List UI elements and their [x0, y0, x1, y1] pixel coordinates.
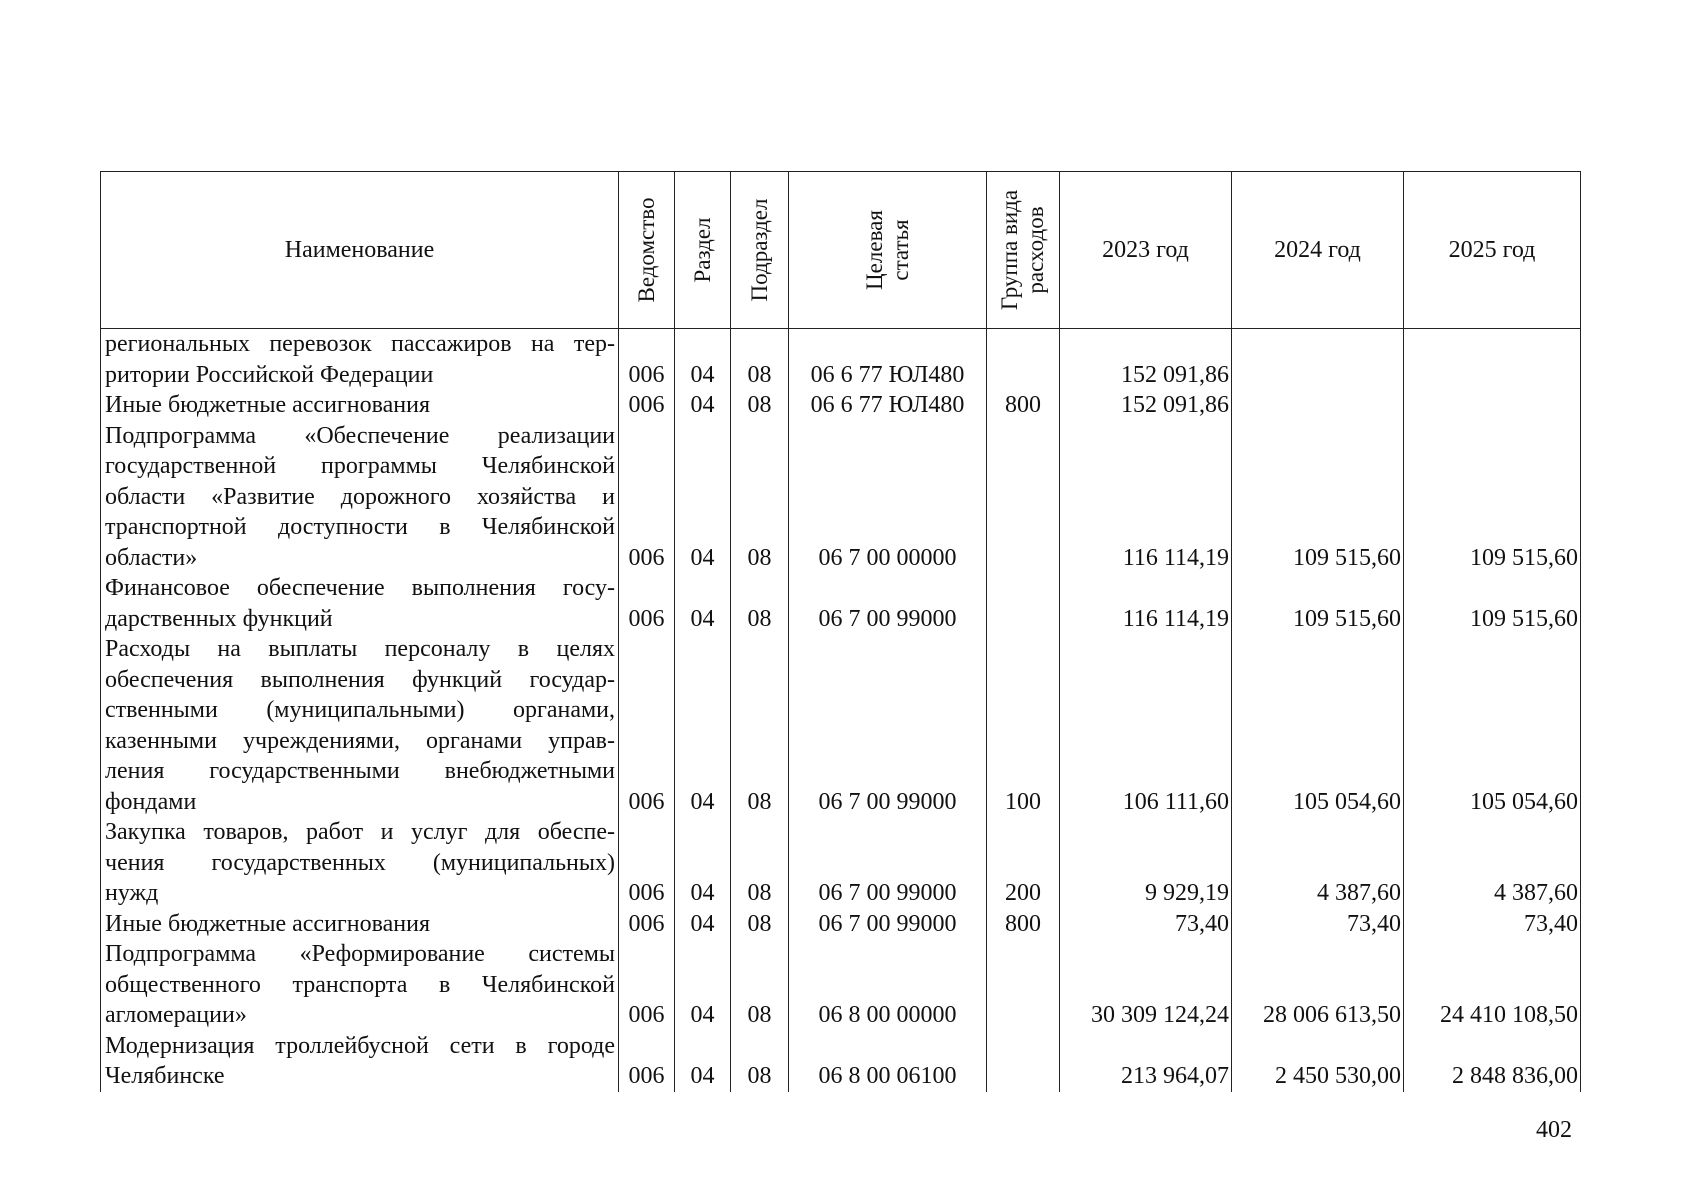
- target-article-cell: 06 6 77 ЮЛ480: [789, 390, 987, 421]
- department-cell: 006: [619, 421, 675, 574]
- row-name-line: области «Развитие дорожного хозяйства и: [105, 483, 615, 510]
- amount-2024-cell: [1232, 390, 1404, 421]
- row-name-line: Подпрограмма «Обеспечение реализации: [105, 422, 615, 449]
- row-name-cell: [101, 390, 619, 421]
- department-cell: 006: [619, 634, 675, 817]
- subsection-cell: 08: [731, 421, 789, 574]
- table-row: [101, 1031, 1581, 1092]
- table-body: [101, 329, 1581, 1092]
- header-target-article: Целевая статья: [789, 172, 987, 329]
- row-name-cell: [101, 817, 619, 909]
- page-number: 402: [1536, 1117, 1572, 1143]
- target-article-cell: 06 6 77 ЮЛ480: [789, 329, 987, 391]
- amount-2023-cell: 116 114,19: [1060, 421, 1232, 574]
- table-row: [101, 421, 1581, 574]
- subsection-cell: 08: [731, 1031, 789, 1092]
- row-name-line: Закупка товаров, работ и услуг для обеспе-: [105, 819, 615, 845]
- expense-group-cell: 800: [987, 390, 1060, 421]
- table-row: [101, 909, 1581, 940]
- amount-2025-cell: [1404, 329, 1581, 391]
- amount-2024-cell: 2 450 530,00: [1232, 1031, 1404, 1092]
- target-article-cell: 06 7 00 99000: [789, 573, 987, 634]
- row-name-line: ритории Российской Федерации: [105, 361, 434, 388]
- department-cell: 006: [619, 329, 675, 391]
- row-name-line: ления государственными внебюджетными: [105, 758, 615, 784]
- header-department: Ведомство: [619, 172, 675, 329]
- section-cell: 04: [675, 634, 731, 817]
- row-name-line: Расходы на выплаты персоналу в целях: [105, 636, 615, 662]
- expense-group-cell: [987, 573, 1060, 634]
- subsection-cell: 08: [731, 909, 789, 940]
- subsection-cell: 08: [731, 573, 789, 634]
- amount-2025-cell: 105 054,60: [1404, 634, 1581, 817]
- section-cell: 04: [675, 939, 731, 1031]
- expense-group-cell: 100: [987, 634, 1060, 817]
- department-cell: 006: [619, 939, 675, 1031]
- row-name-line: агломерации»: [105, 1002, 247, 1028]
- header-row: [101, 172, 1581, 329]
- department-cell: 006: [619, 390, 675, 421]
- expense-group-cell: 800: [987, 909, 1060, 940]
- row-name-cell: [101, 421, 619, 574]
- department-cell: 006: [619, 909, 675, 940]
- row-name-cell: [101, 939, 619, 1031]
- row-name-line: Подпрограмма «Реформирование системы: [105, 941, 615, 967]
- section-cell: 04: [675, 1031, 731, 1092]
- header-year-2023: 2023 год: [1060, 172, 1232, 329]
- section-cell: 04: [675, 390, 731, 421]
- row-name-line: области»: [105, 544, 198, 571]
- section-cell: 04: [675, 573, 731, 634]
- table-row: [101, 390, 1581, 421]
- amount-2023-cell: 106 111,60: [1060, 634, 1232, 817]
- table-row: [101, 817, 1581, 909]
- amount-2023-cell: 116 114,19: [1060, 573, 1232, 634]
- table-row: [101, 329, 1581, 391]
- subsection-cell: 08: [731, 939, 789, 1031]
- row-name-cell: [101, 329, 619, 391]
- amount-2025-cell: 109 515,60: [1404, 573, 1581, 634]
- row-name-line: ственными (муниципальными) органами,: [105, 697, 615, 723]
- row-name-line: Модернизация троллейбусной сети в городе: [105, 1032, 615, 1059]
- row-name-line: региональных перевозок пассажиров на тер-: [105, 331, 615, 357]
- row-name-line: Иные бюджетные ассигнования: [105, 392, 430, 418]
- target-article-cell: 06 7 00 99000: [789, 909, 987, 940]
- header-name: Наименование: [101, 172, 619, 329]
- amount-2025-cell: [1404, 390, 1581, 421]
- expense-group-cell: [987, 421, 1060, 574]
- header-expense-group: Группа вида расходов: [987, 172, 1060, 329]
- amount-2023-cell: 30 309 124,24: [1060, 939, 1232, 1031]
- amount-2023-cell: 152 091,86: [1060, 329, 1232, 391]
- row-name-cell: [101, 1031, 619, 1092]
- row-name-line: государственной программы Челябинской: [105, 453, 615, 479]
- amount-2023-cell: 213 964,07: [1060, 1031, 1232, 1092]
- amount-2024-cell: 109 515,60: [1232, 421, 1404, 574]
- row-name-line: транспортной доступности в Челябинской: [105, 514, 615, 540]
- row-name-cell: [101, 634, 619, 817]
- section-cell: 04: [675, 817, 731, 909]
- subsection-cell: 08: [731, 329, 789, 391]
- section-cell: 04: [675, 421, 731, 574]
- amount-2025-cell: 73,40: [1404, 909, 1581, 940]
- section-cell: 04: [675, 329, 731, 391]
- expense-group-cell: [987, 939, 1060, 1031]
- target-article-cell: 06 7 00 99000: [789, 817, 987, 909]
- row-name-line: обеспечения выполнения функций государ-: [105, 666, 615, 693]
- amount-2023-cell: 9 929,19: [1060, 817, 1232, 909]
- row-name-line: казенными учреждениями, органами управ-: [105, 727, 615, 754]
- target-article-cell: 06 7 00 99000: [789, 634, 987, 817]
- amount-2024-cell: 109 515,60: [1232, 573, 1404, 634]
- department-cell: 006: [619, 573, 675, 634]
- expense-group-cell: 200: [987, 817, 1060, 909]
- target-article-cell: 06 8 00 06100: [789, 1031, 987, 1092]
- row-name-cell: [101, 909, 619, 940]
- amount-2023-cell: 73,40: [1060, 909, 1232, 940]
- amount-2024-cell: 4 387,60: [1232, 817, 1404, 909]
- amount-2024-cell: [1232, 329, 1404, 391]
- row-name-line: общественного транспорта в Челябинской: [105, 971, 615, 998]
- amount-2024-cell: 105 054,60: [1232, 634, 1404, 817]
- header-year-2025: 2025 год: [1404, 172, 1581, 329]
- amount-2024-cell: 73,40: [1232, 909, 1404, 940]
- table-row: [101, 634, 1581, 817]
- header-year-2024: 2024 год: [1232, 172, 1404, 329]
- amount-2023-cell: 152 091,86: [1060, 390, 1232, 421]
- department-cell: 006: [619, 817, 675, 909]
- row-name-line: Челябинске: [105, 1063, 225, 1089]
- expense-group-cell: [987, 329, 1060, 391]
- row-name-line: фондами: [105, 788, 197, 815]
- table-row: [101, 939, 1581, 1031]
- amount-2025-cell: 4 387,60: [1404, 817, 1581, 909]
- budget-table: [100, 171, 1581, 1092]
- section-cell: 04: [675, 909, 731, 940]
- header-subsection: Подраздел: [731, 172, 789, 329]
- row-name-line: Иные бюджетные ассигнования: [105, 910, 430, 937]
- row-name-cell: [101, 573, 619, 634]
- row-name-line: дарственных функций: [105, 605, 333, 632]
- department-cell: 006: [619, 1031, 675, 1092]
- header-section: Раздел: [675, 172, 731, 329]
- row-name-line: чения государственных (муниципальных): [105, 849, 615, 876]
- subsection-cell: 08: [731, 817, 789, 909]
- amount-2024-cell: 28 006 613,50: [1232, 939, 1404, 1031]
- amount-2025-cell: 2 848 836,00: [1404, 1031, 1581, 1092]
- table-row: [101, 573, 1581, 634]
- subsection-cell: 08: [731, 390, 789, 421]
- row-name-line: нужд: [105, 880, 159, 906]
- target-article-cell: 06 8 00 00000: [789, 939, 987, 1031]
- subsection-cell: 08: [731, 634, 789, 817]
- expense-group-cell: [987, 1031, 1060, 1092]
- amount-2025-cell: 24 410 108,50: [1404, 939, 1581, 1031]
- row-name-line: Финансовое обеспечение выполнения госу-: [105, 575, 615, 601]
- target-article-cell: 06 7 00 00000: [789, 421, 987, 574]
- amount-2025-cell: 109 515,60: [1404, 421, 1581, 574]
